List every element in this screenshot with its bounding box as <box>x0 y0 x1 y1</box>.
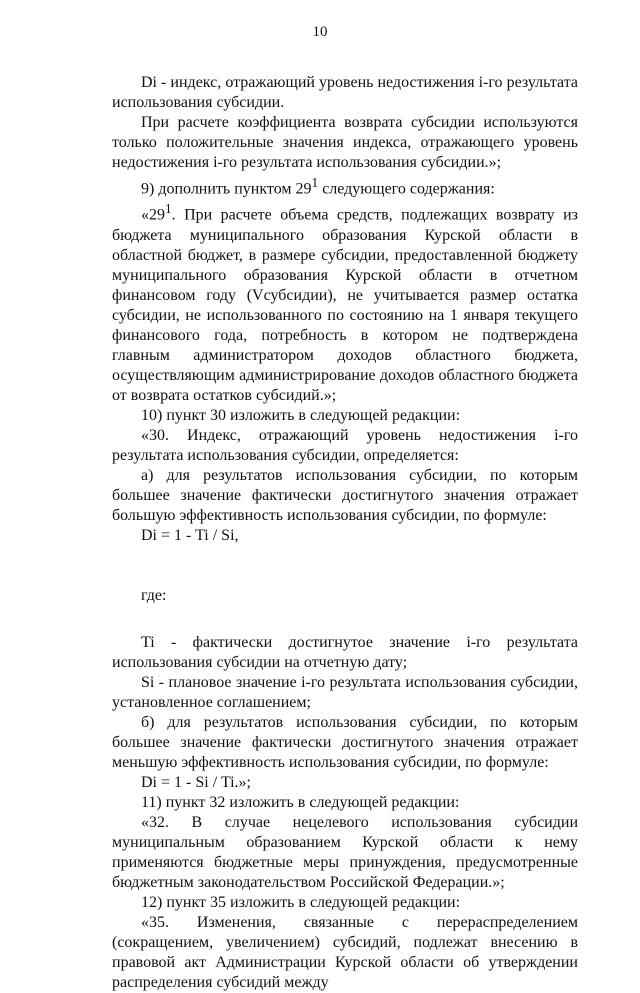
paragraph-item-12: 12) пункт 35 изложить в следующей редакции: <box>141 893 461 911</box>
paragraph-item-9 <box>112 173 578 199</box>
document-body <box>112 73 578 993</box>
paragraph-point-32: «32. В случае нецелевого использования субсидии муниципальным образованием Курской области к нему применяются бюджетные меры принуждения, предусмотренные бюджетным законодательством Российской Федерации.»; <box>112 813 578 891</box>
paragraph-point-35: «35. Изменения, связанные с перераспределением (сокращением, увеличением) субсидий, подлежат внесению в правовой акт Администрации Курской области об утверждении распределения субсидий между <box>112 913 578 991</box>
item-9-text-end: следующего содержания: <box>318 180 495 198</box>
paragraph-si-definition: Si - плановое значение i-го результата использования субсидии, установленное соглашением; <box>112 673 578 711</box>
paragraph-point-29-1 <box>112 199 578 405</box>
item-9-superscript: 1 <box>311 175 319 190</box>
paragraph-point-30: «30. Индекс, отражающий уровень недостижения i-го результата использования субсидии, определяется: <box>112 426 578 464</box>
paragraph-item-11: 11) пункт 32 изложить в следующей редакции: <box>141 793 460 811</box>
paragraph-positive-values: При расчете коэффициента возврата субсидии используются только положительные значения индекса, отражающего уровень недостижения i-го результата использования субсидии.»; <box>112 114 578 171</box>
paragraph-subpoint-a: а) для результатов использования субсидии, по которым большее значение фактически достигнутого значения отражает большую эффективность использования субсидии, по формуле: <box>112 466 578 524</box>
paragraph-subpoint-b: б) для результатов использования субсидии, по которым большее значение фактически достигнутого значения отражает меньшую эффективность использования субсидии, по формуле: <box>112 713 578 771</box>
point-29-1-superscript: 1 <box>165 201 172 217</box>
formula-di-b: Di = 1 - Si / Ti.»; <box>141 773 251 791</box>
paragraph-where: где: <box>141 586 167 604</box>
paragraph-item-10: 10) пункт 30 изложить в следующей редакции: <box>141 406 461 424</box>
formula-di-a: Di = 1 - Ti / Si, <box>141 526 239 544</box>
page-number: 10 <box>312 24 328 40</box>
spacer <box>112 546 578 586</box>
paragraph-di-definition: Di - индекс, отражающий уровень недостижения i-го результата использования субсидии. <box>112 74 578 111</box>
point-29-1-text-end: . При расчете объема средств, подлежащих возврату из бюджета муниципального образования Курской области в областной бюджет, в размере субсидии, предоставленной бюджету муниципального образования Курской области в отчетном финансовом году (Vсубсидии), не учитывается размер остатка субсидии, не использованного по состоянию на 1 января текущего финансового года, потребность в котором не подтверждена главным администратором доходов областного бюджета, осуществляющим администрирование доходов областного бюджета от возврата остатков субсидий.»; <box>112 206 578 404</box>
paragraph-ti-definition: Ti - фактически достигнутое значение i-го результата использования субсидии на отчетную дату; <box>112 633 578 671</box>
spacer <box>112 606 578 633</box>
point-29-1-text-start: «29 <box>141 206 165 224</box>
item-9-text-start: 9) дополнить пунктом 29 <box>141 180 312 198</box>
